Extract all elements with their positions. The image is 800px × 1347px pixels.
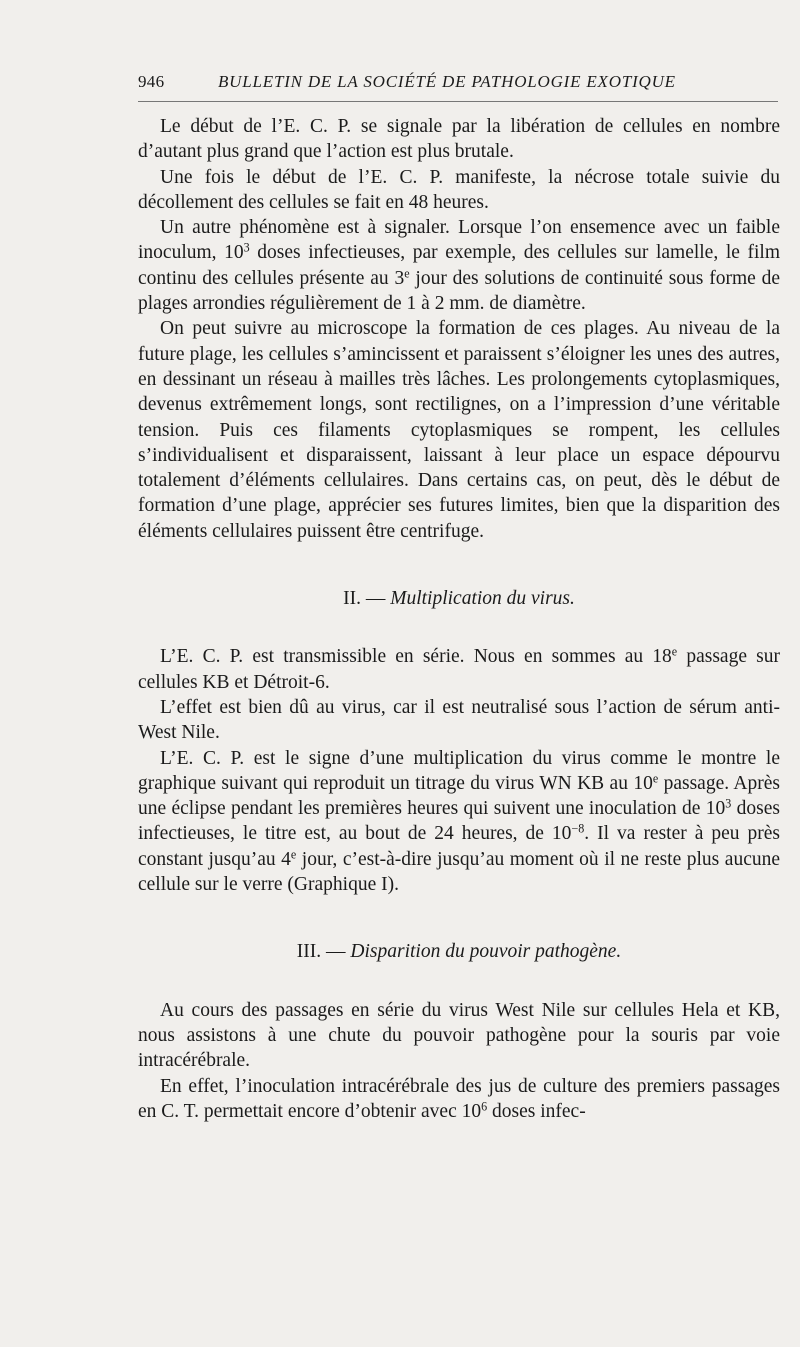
page-header [138,72,778,96]
section-heading: II. — Multiplication du virus. [343,588,575,610]
section-heading: III. — Disparition du pouvoir pathogène. [296,941,622,963]
paragraph: L’effet est bien dû au virus, car il est neutralisé sous l’action de sérum anti-West Nile. [138,696,780,744]
paragraph: L’E. C. P. est transmissible en série. Nous en sommes au 18e passage sur cellules KB et Détroit-6. [138,644,780,693]
running-title: BULLETIN DE LA SOCIÉTÉ DE PATHOLOGIE EXOTIQUE [218,72,676,91]
paragraph: En effet, l’inoculation intracérébrale des jus de culture des premiers passages en C. T. permettait encore d’obtenir avec $10^6$ doses infec- [138,1075,780,1122]
paragraph: Au cours des passages en série du virus West Nile sur cellules Hela et KB, nous assistons à une chute du pouvoir pathogène pour la souris par voie intracérébrale. [138,999,780,1072]
paragraph: On peut suivre au microscope la formation de ces plages. Au niveau de la future plage, les cellules s’amincissent et paraissent s’éloigner les unes des autres, en dessinant un réseau à mailles très lâches. Les prolongements cytoplasmiques, devenus extrêmement longs, sont rectilignes, on a l’impression d’une véritable tension. Puis ces filaments cytoplasmiques se rompent, les cellules s’individualisent et disparaissent, laissant à leur place un espace dépourvu totalement d’éléments cellulaires. Dans certains cas, on peut, dès le début de formation d’une plage, apprécier ses futures limites, bien que la disparition des éléments cellulaires puissent être centrifuge. [138,318,780,542]
paragraph: Un autre phénomène est à signaler. Lorsque l’on ensemence avec un faible inoculum, $10^3$ doses infectieuses, par exemple, des cellules sur lamelle, le film continu des cellules présente au 3e jour des solutions de continuité sous forme de plages arrondies régulièrement de 1 à 2 mm. de diamètre. [138,217,780,315]
header-rule [138,101,778,102]
paragraph: Une fois le début de l’E. C. P. manifeste, la nécrose totale suivie du décollement des cellules se fait en 48 heures. [138,166,780,213]
paragraph: Le début de l’E. C. P. se signale par la libération de cellules en nombre d’autant plus grand que l’action est plus brutale. [138,116,780,163]
page-number: 946 [138,72,165,91]
body-text [138,114,780,1124]
paragraph: L’E. C. P. est le signe d’une multiplication du virus comme le montre le graphique suivant qui reproduit un titrage du virus WN KB au 10e passage. Après une éclipse pendant les premières heures qui suivent une inoculation de $10^3$ doses infectieuses, le titre est, au bout de 24 heures, de $10^{-8}$. Il va rester à peu près constant jusqu’au 4e jour, c’est-à-dire jusqu’au moment où il ne reste plus aucune cellule sur le verre (Graphique I). [138,747,780,896]
